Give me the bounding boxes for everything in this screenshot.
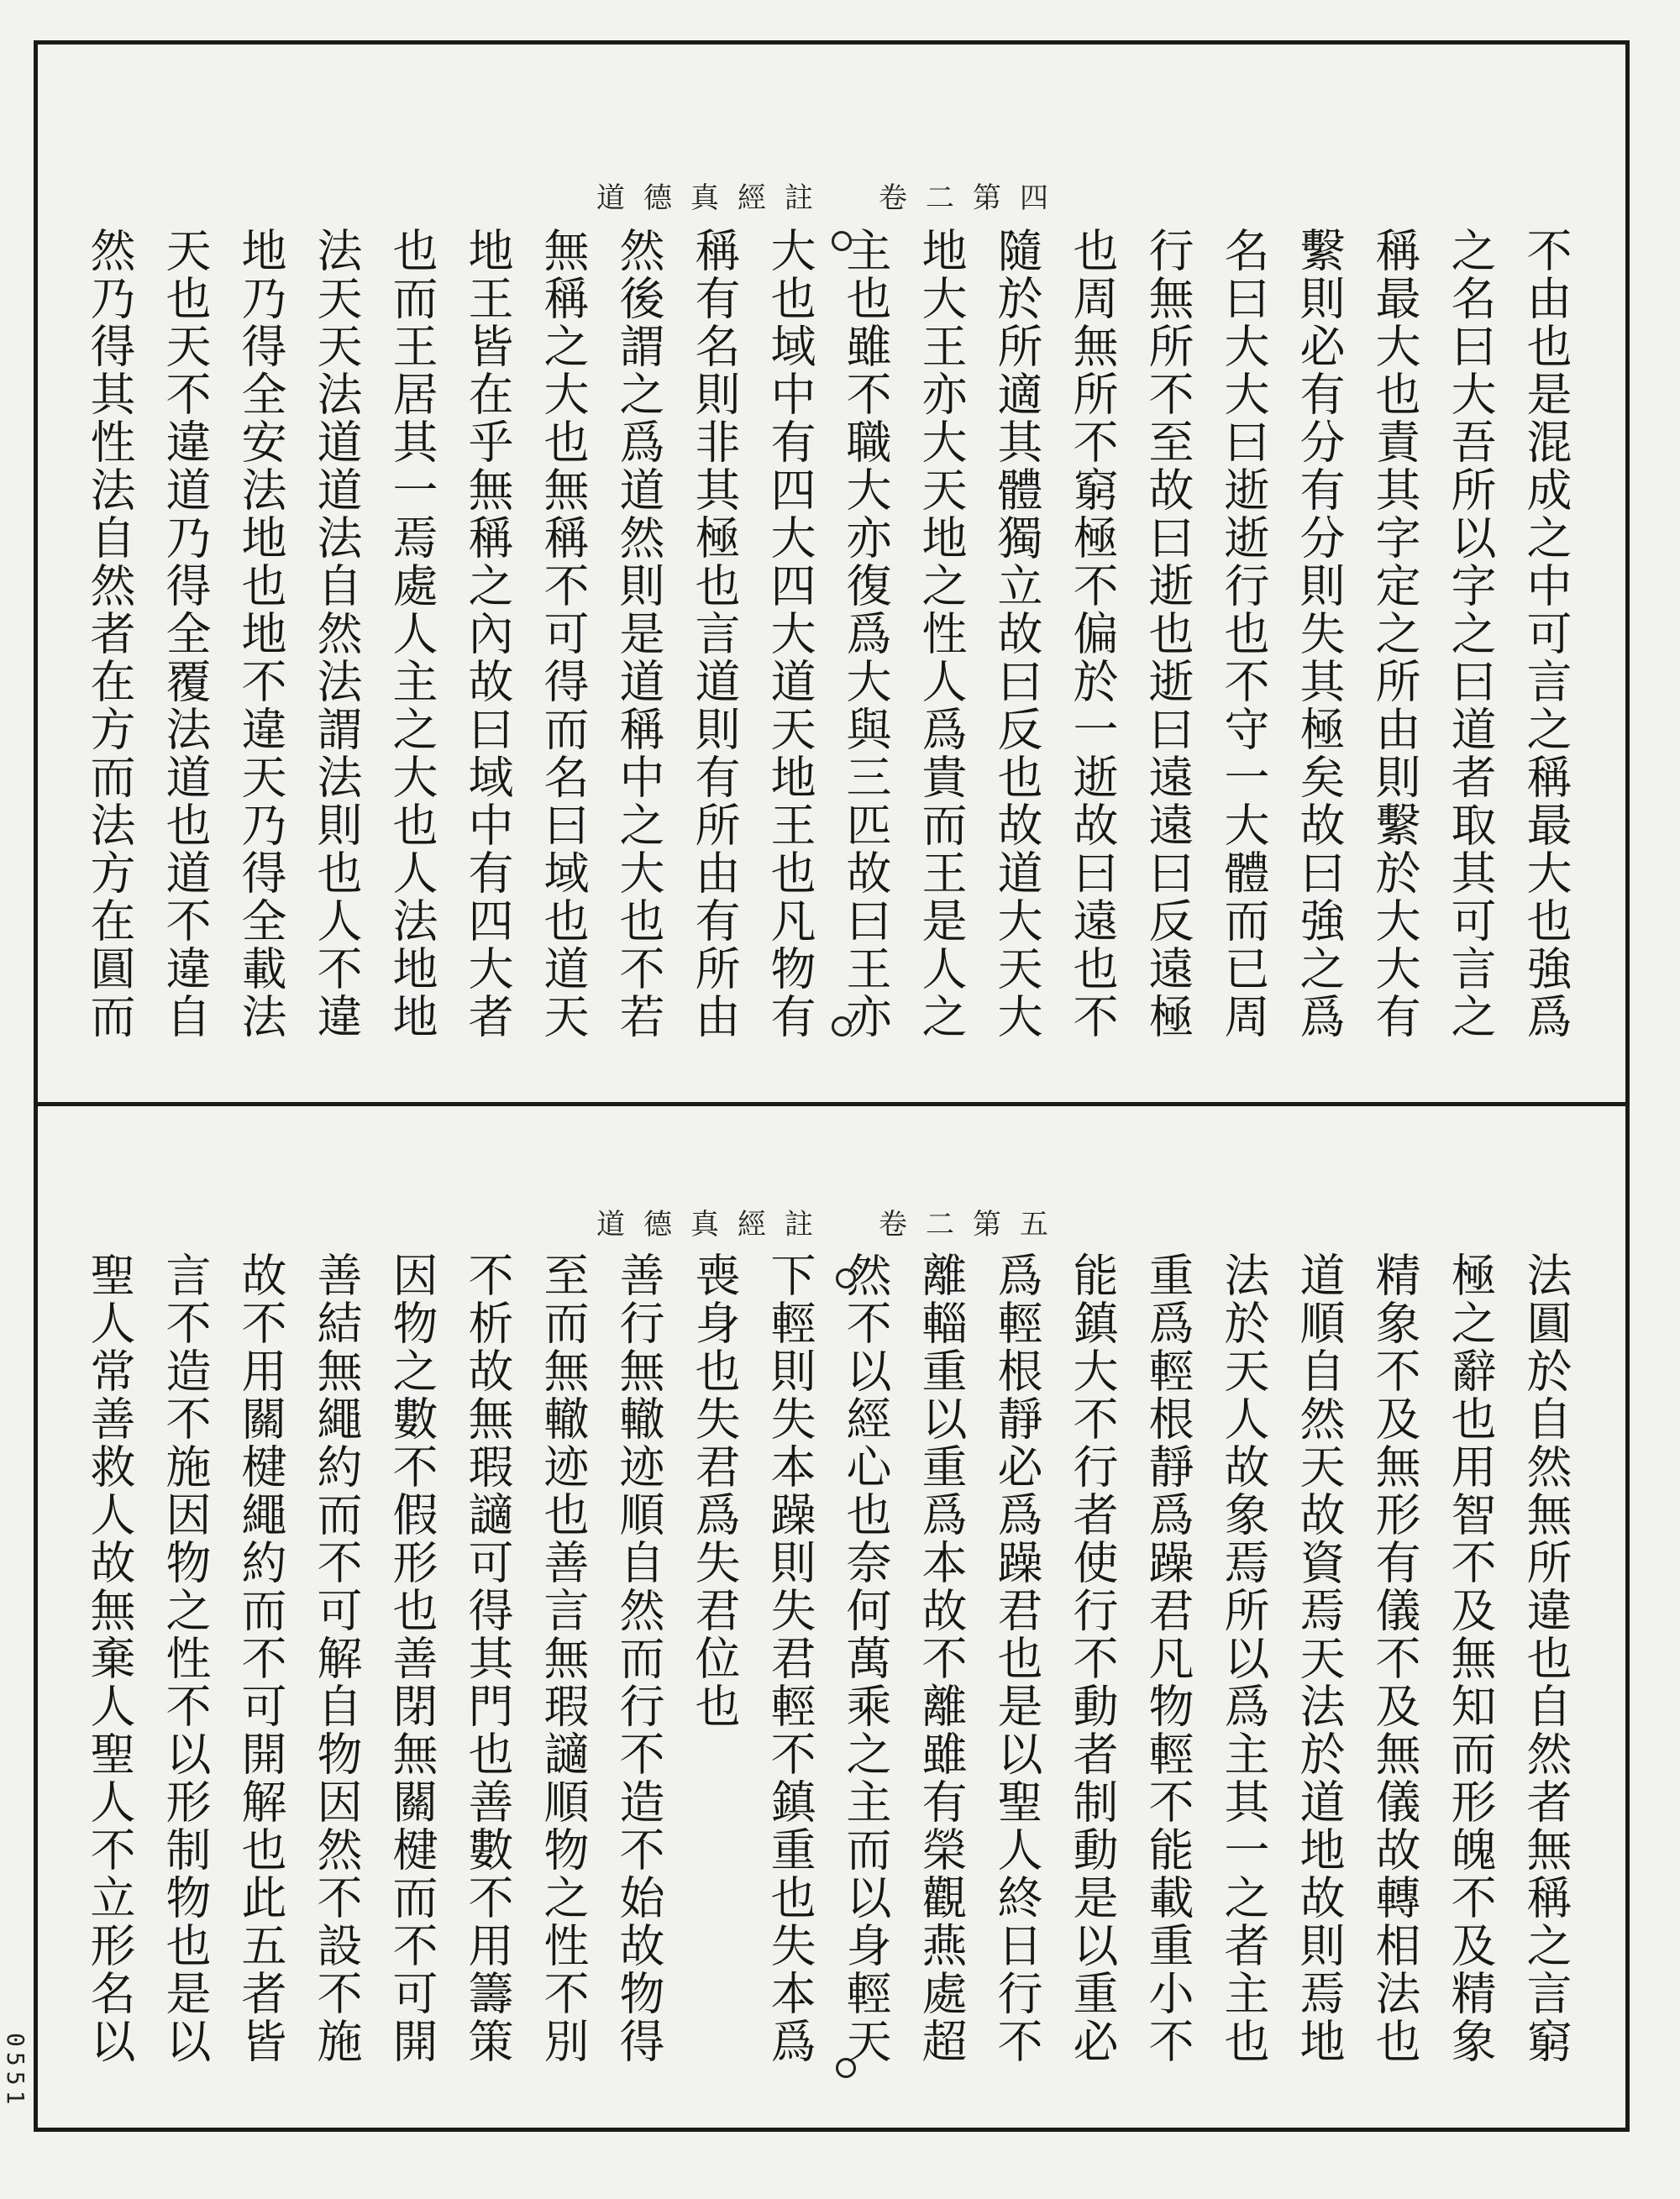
bottom-page-panel	[59, 1117, 1604, 2117]
top-text-column: 也周無所不窮極不偏於一逝故曰遠也不	[1066, 227, 1119, 1041]
top-text-column: 然後謂之爲道然則是道稱中之大也不若	[612, 227, 665, 1041]
top-text-column: 地王皆在乎無稱之內故曰域中有四大者	[461, 227, 514, 1041]
bottom-text-column: 故不用關楗繩約而不可開解也此五者皆	[234, 1252, 287, 2065]
top-text-column: 不由也是混成之中可言之稱最大也強爲	[1520, 227, 1572, 1041]
bottom-text-column: 能鎮大不行者使行不動者制動是以重必	[1066, 1252, 1119, 2065]
bottom-text-column: 喪身也失君爲失君位也	[688, 1252, 741, 1730]
bottom-text-column: 不析故無瑕讁可得其門也善數不用籌策	[461, 1252, 514, 2065]
top-page-panel	[59, 50, 1604, 1088]
top-running-header: 道德真經註 卷二第四	[596, 181, 1067, 215]
circle-mark-icon	[832, 1016, 852, 1037]
bottom-text-column: 精象不及無形有儀不及無儀故轉相法也	[1368, 1252, 1421, 2065]
top-text-column: 名曰大大曰逝逝行也不守一大體而已周	[1217, 227, 1270, 1041]
bottom-running-header: 道德真經註 卷二第五	[596, 1208, 1067, 1241]
top-text-columns	[76, 227, 1579, 1067]
top-text-column: 地乃得全安法地也地不違天乃得全載法	[234, 227, 287, 1041]
bottom-text-column: 善結無繩約而不可解自物因然不設不施	[310, 1252, 363, 2065]
bottom-text-column: 重爲輕根靜爲躁君凡物輕不能載重小不	[1142, 1252, 1194, 2065]
top-text-column: 行無所不至故曰逝也逝曰遠遠曰反遠極	[1142, 227, 1194, 1041]
top-text-column: 之名曰大吾所以字之曰道者取其可言之	[1444, 227, 1497, 1041]
bottom-text-column: 道順自然天故資焉天法於道地故則焉地	[1293, 1252, 1346, 2065]
circle-mark-icon	[836, 1268, 856, 1288]
top-text-column: 繫則必有分有分則失其極矣故曰強之爲	[1293, 227, 1346, 1041]
top-text-column: 隨於所適其體獨立故曰反也故道大天大	[990, 227, 1043, 1041]
bottom-text-columns	[76, 1252, 1579, 2091]
bottom-text-column: 善行無轍迹順自然而行不造不始故物得	[612, 1252, 665, 2065]
bottom-text-column: 離輜重以重爲本故不離雖有榮觀燕處超	[915, 1252, 968, 2065]
top-text-column: 無稱之大也無稱不可得而名曰域也道天	[537, 227, 590, 1041]
bottom-text-column: 法於天人故象焉所以爲主其一之者主也	[1217, 1252, 1270, 2065]
panel-divider	[34, 1102, 1630, 1106]
top-text-column: 也而王居其一焉處人主之大也人法地地	[386, 227, 438, 1041]
bottom-text-column: 聖人常善救人故無棄人聖人不立形名以	[83, 1252, 136, 2065]
bottom-text-column: 至而無轍迹也善言無瑕讁順物之性不別	[537, 1252, 590, 2065]
circle-mark-icon	[836, 2058, 856, 2078]
top-text-column: 天也天不違道乃得全覆法道也道不違自	[159, 227, 212, 1041]
top-text-column: 地大王亦大天地之性人爲貴而王是人之	[915, 227, 968, 1041]
bottom-text-column: 極之辭也用智不及無知而形魄不及精象	[1444, 1252, 1497, 2065]
bottom-text-column: 爲輕根靜必爲躁君也是以聖人終日行不	[990, 1252, 1043, 2065]
bottom-text-column: 言不造不施因物之性不以形制物也是以	[159, 1252, 212, 2065]
top-text-column: 大也域中有四大四大道天地王也凡物有	[764, 227, 816, 1041]
bottom-text-column: 然不以經心也奈何萬乘之主而以身輕天	[839, 1252, 892, 2065]
top-text-column: 稱有名則非其極也言道則有所由有所由	[688, 227, 741, 1041]
circle-mark-icon	[832, 231, 852, 251]
page-number: 0551	[2, 2033, 29, 2110]
bottom-text-column: 因物之數不假形也善閉無關楗而不可開	[386, 1252, 438, 2065]
top-text-column: 法天天法道道法自然法謂法則也人不違	[310, 227, 363, 1041]
top-text-column: 主也雖不職大亦復爲大與三匹故曰王亦	[839, 227, 892, 1041]
bottom-text-column: 法圓於自然無所違也自然者無稱之言窮	[1520, 1252, 1572, 2065]
top-text-column: 然乃得其性法自然者在方而法方在圓而	[83, 227, 136, 1041]
bottom-text-column: 下輕則失本躁則失君輕不鎮重也失本爲	[764, 1252, 816, 2065]
top-text-column: 稱最大也責其字定之所由則繫於大大有	[1368, 227, 1421, 1041]
